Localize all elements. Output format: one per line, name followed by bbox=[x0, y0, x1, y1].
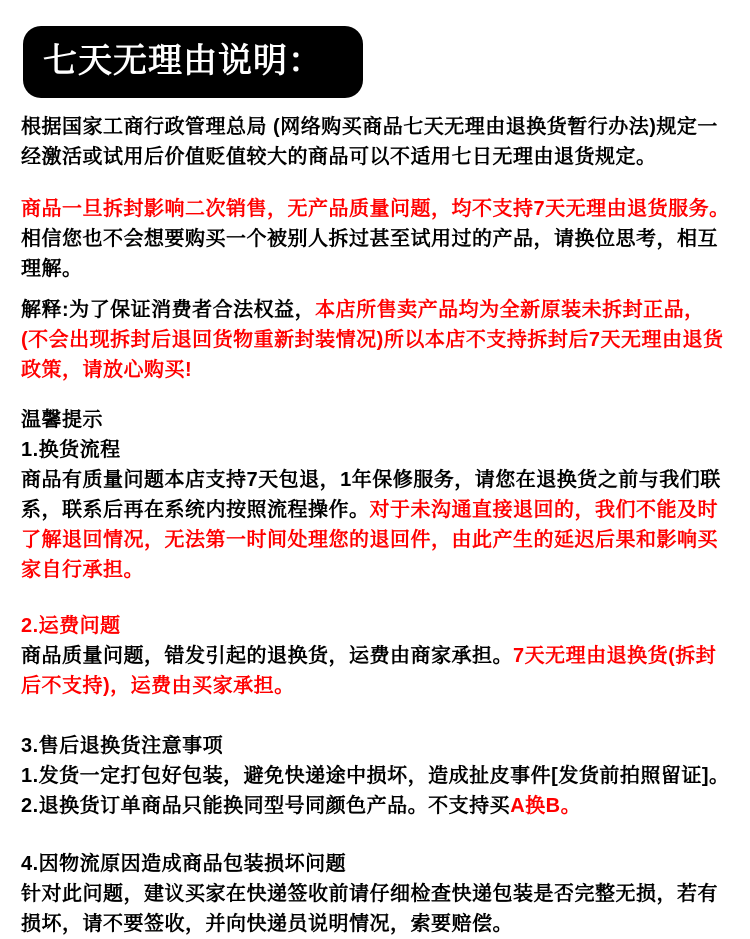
explanation-paragraph bbox=[21, 295, 732, 385]
section1-heading: 1.换货流程 bbox=[21, 439, 121, 461]
intro-paragraph: 根据国家工商行政管理总局 (网络购买商品七天无理由退换货暂行办法)规定一经激活或试用后价值贬值较大的商品可以不适用七日无理由退货规定。 bbox=[21, 116, 718, 168]
warm-tips-title: 温馨提示 bbox=[21, 409, 103, 431]
section3-item1: 1.发货一定打包好包装，避免快递途中损坏，造成扯皮事件[发货前拍照留证]。 bbox=[21, 765, 730, 787]
section-exchange-process bbox=[21, 435, 732, 585]
section2-heading: 2.运费问题 bbox=[21, 615, 121, 637]
policy-content bbox=[0, 98, 750, 939]
section2-black-text: 商品质量问题，错发引起的退换货，运费由商家承担。 bbox=[21, 645, 513, 667]
seal-notice-red-line: 商品一旦拆封影响二次销售，无产品质量问题，均不支持7天无理由退货服务。 bbox=[21, 198, 730, 220]
section-aftersales-notes bbox=[21, 731, 732, 821]
seal-notice-black-line: 相信您也不会想要购买一个被别人拆过甚至试用过的产品，请换位思考，相互理解。 bbox=[21, 228, 718, 280]
section3-item2-red-text: A换B。 bbox=[510, 795, 582, 817]
section3-item2-black-text: 2.退换货订单商品只能换同型号同颜色产品。不支持买 bbox=[21, 795, 511, 817]
policy-title-badge bbox=[23, 26, 363, 98]
explanation-prefix-text: 解释:为了保证消费者合法权益， bbox=[21, 299, 316, 321]
section2-body bbox=[21, 641, 732, 701]
seal-notice-paragraph bbox=[21, 194, 732, 284]
section1-body bbox=[21, 465, 732, 585]
section-logistics-damage bbox=[21, 849, 732, 939]
section1-black-text: 商品有质量问题本店支持7天包退，1年保修服务，请您在退换货之前与我们联系，联系后再在系统内按照流程操作。 bbox=[21, 469, 721, 521]
section4-body: 针对此问题，建议买家在快递签收前请仔细检查快递包装是否完整无损，若有损坏，请不要签收，并向快递员说明情况，索要赔偿。 bbox=[21, 883, 718, 935]
section2-red-text: 7天无理由退换货(拆封后不支持)，运费由买家承担。 bbox=[21, 645, 717, 697]
section-shipping-fee bbox=[21, 611, 732, 701]
section3-heading: 3.售后退换货注意事项 bbox=[21, 735, 224, 757]
explanation-red-text: 本店所售卖产品均为全新原装未拆封正品，(不会出现拆封后退回货物重新封装情况)所以本店不支持拆封后7天无理由退货政策，请放心购买! bbox=[21, 299, 724, 381]
section4-heading: 4.因物流原因造成商品包装损坏问题 bbox=[21, 853, 347, 875]
section3-item2 bbox=[21, 791, 732, 821]
policy-title: 七天无理由说明： bbox=[43, 42, 323, 80]
section1-red-text: 对于未沟通直接退回的，我们不能及时了解退回情况，无法第一时间处理您的退回件，由此产生的延迟后果和影响买家自行承担。 bbox=[21, 499, 718, 581]
